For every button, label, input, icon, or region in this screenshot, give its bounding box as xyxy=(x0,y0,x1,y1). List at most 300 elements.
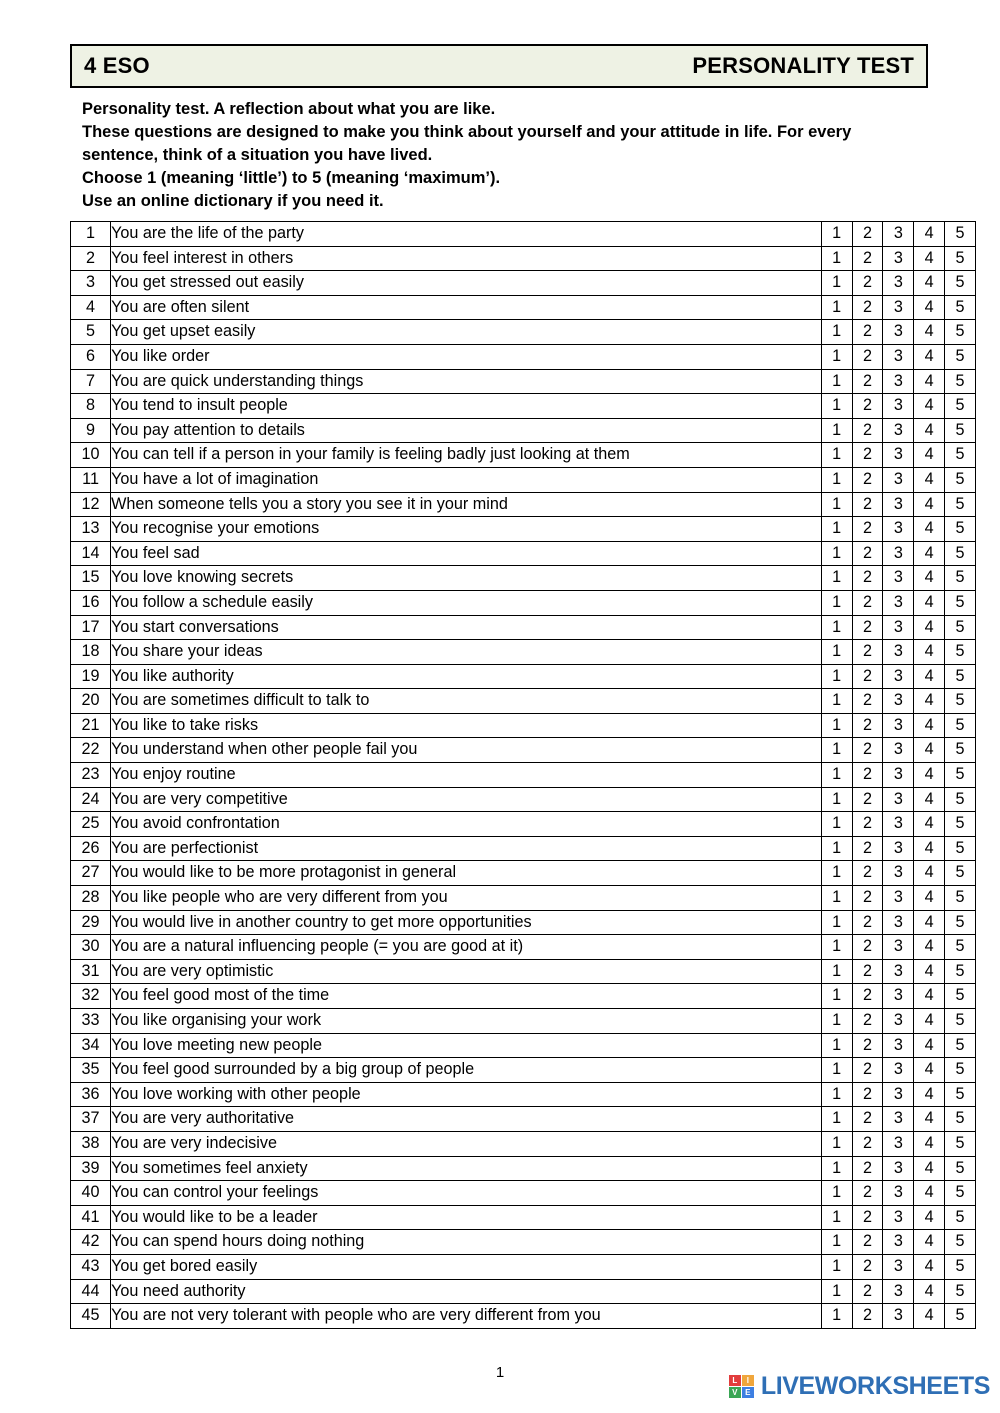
rating-option-1[interactable]: 1 xyxy=(821,1009,852,1034)
question-number: 11 xyxy=(71,467,111,492)
rating-option-3[interactable]: 3 xyxy=(883,492,914,517)
rating-option-3[interactable]: 3 xyxy=(883,566,914,591)
rating-option-3[interactable]: 3 xyxy=(883,517,914,542)
rating-option-3[interactable]: 3 xyxy=(883,320,914,345)
rating-option-5[interactable]: 5 xyxy=(945,246,976,271)
rating-option-5[interactable]: 5 xyxy=(945,959,976,984)
question-text: You follow a schedule easily xyxy=(111,590,822,615)
question-number: 18 xyxy=(71,640,111,665)
table-row xyxy=(71,418,976,443)
rating-option-5[interactable]: 5 xyxy=(945,443,976,468)
question-number: 26 xyxy=(71,836,111,861)
rating-option-5[interactable]: 5 xyxy=(945,812,976,837)
rating-option-3[interactable]: 3 xyxy=(883,222,914,247)
rating-option-2[interactable]: 2 xyxy=(852,320,883,345)
rating-option-4[interactable]: 4 xyxy=(914,812,945,837)
rating-option-2[interactable]: 2 xyxy=(852,910,883,935)
rating-option-1[interactable]: 1 xyxy=(821,541,852,566)
rating-option-5[interactable]: 5 xyxy=(945,1082,976,1107)
question-text: You pay attention to details xyxy=(111,418,822,443)
question-number: 28 xyxy=(71,886,111,911)
question-text: You are very optimistic xyxy=(111,959,822,984)
rating-option-5[interactable]: 5 xyxy=(945,1205,976,1230)
rating-option-5[interactable]: 5 xyxy=(945,763,976,788)
rating-option-2[interactable]: 2 xyxy=(852,541,883,566)
rating-option-1[interactable]: 1 xyxy=(821,1254,852,1279)
rating-option-3[interactable]: 3 xyxy=(883,1181,914,1206)
rating-option-5[interactable]: 5 xyxy=(945,1254,976,1279)
rating-option-2[interactable]: 2 xyxy=(852,418,883,443)
question-text: You sometimes feel anxiety xyxy=(111,1156,822,1181)
rating-option-4[interactable]: 4 xyxy=(914,320,945,345)
rating-option-5[interactable]: 5 xyxy=(945,615,976,640)
rating-option-2[interactable]: 2 xyxy=(852,1181,883,1206)
rating-option-1[interactable]: 1 xyxy=(821,910,852,935)
rating-option-3[interactable]: 3 xyxy=(883,1107,914,1132)
question-text: You start conversations xyxy=(111,615,822,640)
table-row xyxy=(71,1254,976,1279)
rating-option-2[interactable]: 2 xyxy=(852,886,883,911)
rating-option-1[interactable]: 1 xyxy=(821,763,852,788)
rating-option-3[interactable]: 3 xyxy=(883,1033,914,1058)
rating-option-3[interactable]: 3 xyxy=(883,1058,914,1083)
rating-option-1[interactable]: 1 xyxy=(821,1304,852,1329)
rating-option-1[interactable]: 1 xyxy=(821,640,852,665)
rating-option-2[interactable]: 2 xyxy=(852,689,883,714)
rating-option-2[interactable]: 2 xyxy=(852,394,883,419)
rating-option-2[interactable]: 2 xyxy=(852,443,883,468)
rating-option-4[interactable]: 4 xyxy=(914,344,945,369)
rating-option-1[interactable]: 1 xyxy=(821,738,852,763)
rating-option-1[interactable]: 1 xyxy=(821,295,852,320)
rating-option-1[interactable]: 1 xyxy=(821,566,852,591)
rating-option-1[interactable]: 1 xyxy=(821,467,852,492)
rating-option-5[interactable]: 5 xyxy=(945,836,976,861)
rating-option-3[interactable]: 3 xyxy=(883,1009,914,1034)
rating-option-4[interactable]: 4 xyxy=(914,1254,945,1279)
table-row xyxy=(71,590,976,615)
rating-option-2[interactable]: 2 xyxy=(852,812,883,837)
question-text: You get bored easily xyxy=(111,1254,822,1279)
rating-option-4[interactable]: 4 xyxy=(914,935,945,960)
rating-option-2[interactable]: 2 xyxy=(852,517,883,542)
table-row xyxy=(71,492,976,517)
rating-option-1[interactable]: 1 xyxy=(821,984,852,1009)
rating-option-2[interactable]: 2 xyxy=(852,713,883,738)
question-text: You get upset easily xyxy=(111,320,822,345)
rating-option-4[interactable]: 4 xyxy=(914,959,945,984)
rating-option-5[interactable]: 5 xyxy=(945,566,976,591)
rating-option-2[interactable]: 2 xyxy=(852,492,883,517)
rating-option-2[interactable]: 2 xyxy=(852,1156,883,1181)
rating-option-2[interactable]: 2 xyxy=(852,566,883,591)
rating-option-4[interactable]: 4 xyxy=(914,246,945,271)
rating-option-2[interactable]: 2 xyxy=(852,222,883,247)
question-text: You share your ideas xyxy=(111,640,822,665)
table-row xyxy=(71,295,976,320)
question-text: You are often silent xyxy=(111,295,822,320)
rating-option-4[interactable]: 4 xyxy=(914,910,945,935)
question-text: You are sometimes difficult to talk to xyxy=(111,689,822,714)
table-row xyxy=(71,541,976,566)
rating-option-5[interactable]: 5 xyxy=(945,787,976,812)
rating-option-2[interactable]: 2 xyxy=(852,1254,883,1279)
rating-option-3[interactable]: 3 xyxy=(883,541,914,566)
table-row xyxy=(71,222,976,247)
rating-option-5[interactable]: 5 xyxy=(945,295,976,320)
rating-option-1[interactable]: 1 xyxy=(821,615,852,640)
rating-option-3[interactable]: 3 xyxy=(883,812,914,837)
rating-option-2[interactable]: 2 xyxy=(852,1131,883,1156)
rating-option-1[interactable]: 1 xyxy=(821,1058,852,1083)
rating-option-1[interactable]: 1 xyxy=(821,517,852,542)
table-row xyxy=(71,320,976,345)
rating-option-4[interactable]: 4 xyxy=(914,1304,945,1329)
rating-option-4[interactable]: 4 xyxy=(914,1156,945,1181)
rating-option-1[interactable]: 1 xyxy=(821,664,852,689)
rating-option-4[interactable]: 4 xyxy=(914,1131,945,1156)
rating-option-3[interactable]: 3 xyxy=(883,738,914,763)
table-row xyxy=(71,246,976,271)
question-number: 40 xyxy=(71,1181,111,1206)
rating-option-3[interactable]: 3 xyxy=(883,443,914,468)
rating-option-5[interactable]: 5 xyxy=(945,492,976,517)
table-row xyxy=(71,1156,976,1181)
rating-option-2[interactable]: 2 xyxy=(852,935,883,960)
rating-option-4[interactable]: 4 xyxy=(914,886,945,911)
rating-option-2[interactable]: 2 xyxy=(852,640,883,665)
rating-option-3[interactable]: 3 xyxy=(883,271,914,296)
rating-option-4[interactable]: 4 xyxy=(914,492,945,517)
rating-option-1[interactable]: 1 xyxy=(821,246,852,271)
rating-option-1[interactable]: 1 xyxy=(821,689,852,714)
question-text: You feel interest in others xyxy=(111,246,822,271)
rating-option-5[interactable]: 5 xyxy=(945,1181,976,1206)
rating-option-5[interactable]: 5 xyxy=(945,271,976,296)
rating-option-3[interactable]: 3 xyxy=(883,246,914,271)
rating-option-4[interactable]: 4 xyxy=(914,394,945,419)
rating-option-3[interactable]: 3 xyxy=(883,959,914,984)
rating-option-1[interactable]: 1 xyxy=(821,271,852,296)
question-text: You are very authoritative xyxy=(111,1107,822,1132)
rating-option-5[interactable]: 5 xyxy=(945,1058,976,1083)
rating-option-2[interactable]: 2 xyxy=(852,787,883,812)
question-number: 19 xyxy=(71,664,111,689)
rating-option-1[interactable]: 1 xyxy=(821,344,852,369)
table-row xyxy=(71,959,976,984)
rating-option-2[interactable]: 2 xyxy=(852,1058,883,1083)
rating-option-5[interactable]: 5 xyxy=(945,1230,976,1255)
rating-option-2[interactable]: 2 xyxy=(852,861,883,886)
rating-option-5[interactable]: 5 xyxy=(945,935,976,960)
rating-option-1[interactable]: 1 xyxy=(821,369,852,394)
question-number: 10 xyxy=(71,443,111,468)
rating-option-5[interactable]: 5 xyxy=(945,713,976,738)
question-number: 25 xyxy=(71,812,111,837)
rating-option-1[interactable]: 1 xyxy=(821,1156,852,1181)
rating-option-2[interactable]: 2 xyxy=(852,738,883,763)
rating-option-4[interactable]: 4 xyxy=(914,640,945,665)
rating-option-4[interactable]: 4 xyxy=(914,1082,945,1107)
rating-option-3[interactable]: 3 xyxy=(883,787,914,812)
rating-option-1[interactable]: 1 xyxy=(821,394,852,419)
rating-option-4[interactable]: 4 xyxy=(914,271,945,296)
rating-option-4[interactable]: 4 xyxy=(914,467,945,492)
rating-option-5[interactable]: 5 xyxy=(945,689,976,714)
rating-option-4[interactable]: 4 xyxy=(914,517,945,542)
rating-option-2[interactable]: 2 xyxy=(852,615,883,640)
rating-option-1[interactable]: 1 xyxy=(821,959,852,984)
rating-option-5[interactable]: 5 xyxy=(945,369,976,394)
logo-letter-i: I xyxy=(742,1375,754,1386)
rating-option-2[interactable]: 2 xyxy=(852,1230,883,1255)
rating-option-2[interactable]: 2 xyxy=(852,1033,883,1058)
rating-option-2[interactable]: 2 xyxy=(852,763,883,788)
rating-option-1[interactable]: 1 xyxy=(821,1033,852,1058)
rating-option-2[interactable]: 2 xyxy=(852,590,883,615)
rating-option-5[interactable]: 5 xyxy=(945,861,976,886)
rating-option-1[interactable]: 1 xyxy=(821,492,852,517)
table-row xyxy=(71,443,976,468)
rating-option-4[interactable]: 4 xyxy=(914,763,945,788)
rating-option-3[interactable]: 3 xyxy=(883,910,914,935)
rating-option-3[interactable]: 3 xyxy=(883,1205,914,1230)
rating-option-1[interactable]: 1 xyxy=(821,443,852,468)
rating-option-3[interactable]: 3 xyxy=(883,861,914,886)
rating-option-1[interactable]: 1 xyxy=(821,886,852,911)
rating-option-4[interactable]: 4 xyxy=(914,787,945,812)
logo-letter-l: L xyxy=(729,1375,741,1386)
question-number: 44 xyxy=(71,1279,111,1304)
table-row xyxy=(71,566,976,591)
rating-option-4[interactable]: 4 xyxy=(914,836,945,861)
rating-option-5[interactable]: 5 xyxy=(945,664,976,689)
question-number: 30 xyxy=(71,935,111,960)
rating-option-4[interactable]: 4 xyxy=(914,615,945,640)
rating-option-3[interactable]: 3 xyxy=(883,1279,914,1304)
rating-option-3[interactable]: 3 xyxy=(883,763,914,788)
question-text: You have a lot of imagination xyxy=(111,467,822,492)
table-row xyxy=(71,1033,976,1058)
rating-option-5[interactable]: 5 xyxy=(945,590,976,615)
rating-option-2[interactable]: 2 xyxy=(852,246,883,271)
rating-option-2[interactable]: 2 xyxy=(852,344,883,369)
question-text: You love working with other people xyxy=(111,1082,822,1107)
rating-option-5[interactable]: 5 xyxy=(945,1156,976,1181)
rating-option-5[interactable]: 5 xyxy=(945,1304,976,1329)
rating-option-4[interactable]: 4 xyxy=(914,1230,945,1255)
rating-option-4[interactable]: 4 xyxy=(914,1205,945,1230)
rating-option-5[interactable]: 5 xyxy=(945,1131,976,1156)
question-text: You enjoy routine xyxy=(111,763,822,788)
question-text: You tend to insult people xyxy=(111,394,822,419)
rating-option-4[interactable]: 4 xyxy=(914,418,945,443)
rating-option-2[interactable]: 2 xyxy=(852,984,883,1009)
table-row xyxy=(71,910,976,935)
table-row xyxy=(71,1304,976,1329)
question-text: You love knowing secrets xyxy=(111,566,822,591)
rating-option-3[interactable]: 3 xyxy=(883,295,914,320)
rating-option-5[interactable]: 5 xyxy=(945,1279,976,1304)
rating-option-4[interactable]: 4 xyxy=(914,1181,945,1206)
rating-option-3[interactable]: 3 xyxy=(883,689,914,714)
rating-option-3[interactable]: 3 xyxy=(883,1230,914,1255)
rating-option-3[interactable]: 3 xyxy=(883,1131,914,1156)
rating-option-3[interactable]: 3 xyxy=(883,713,914,738)
rating-option-2[interactable]: 2 xyxy=(852,1107,883,1132)
rating-option-2[interactable]: 2 xyxy=(852,664,883,689)
rating-option-5[interactable]: 5 xyxy=(945,418,976,443)
rating-option-1[interactable]: 1 xyxy=(821,1230,852,1255)
question-number: 5 xyxy=(71,320,111,345)
question-text: You like order xyxy=(111,344,822,369)
table-row xyxy=(71,836,976,861)
rating-option-2[interactable]: 2 xyxy=(852,295,883,320)
rating-option-1[interactable]: 1 xyxy=(821,935,852,960)
rating-option-5[interactable]: 5 xyxy=(945,984,976,1009)
rating-option-4[interactable]: 4 xyxy=(914,222,945,247)
question-number: 22 xyxy=(71,738,111,763)
question-number: 4 xyxy=(71,295,111,320)
rating-option-5[interactable]: 5 xyxy=(945,640,976,665)
rating-option-1[interactable]: 1 xyxy=(821,713,852,738)
rating-option-3[interactable]: 3 xyxy=(883,1304,914,1329)
rating-option-4[interactable]: 4 xyxy=(914,713,945,738)
rating-option-1[interactable]: 1 xyxy=(821,1107,852,1132)
rating-option-3[interactable]: 3 xyxy=(883,1082,914,1107)
rating-option-4[interactable]: 4 xyxy=(914,1279,945,1304)
rating-option-4[interactable]: 4 xyxy=(914,984,945,1009)
question-text: You are a natural influencing people (= you are good at it) xyxy=(111,935,822,960)
rating-option-2[interactable]: 2 xyxy=(852,1279,883,1304)
rating-option-1[interactable]: 1 xyxy=(821,1131,852,1156)
rating-option-4[interactable]: 4 xyxy=(914,369,945,394)
rating-option-4[interactable]: 4 xyxy=(914,1033,945,1058)
rating-option-4[interactable]: 4 xyxy=(914,738,945,763)
rating-option-1[interactable]: 1 xyxy=(821,418,852,443)
rating-option-4[interactable]: 4 xyxy=(914,541,945,566)
rating-option-3[interactable]: 3 xyxy=(883,394,914,419)
rating-option-3[interactable]: 3 xyxy=(883,369,914,394)
rating-option-5[interactable]: 5 xyxy=(945,541,976,566)
table-row xyxy=(71,763,976,788)
rating-option-4[interactable]: 4 xyxy=(914,1009,945,1034)
rating-option-5[interactable]: 5 xyxy=(945,886,976,911)
table-row xyxy=(71,271,976,296)
rating-option-3[interactable]: 3 xyxy=(883,590,914,615)
question-text: You understand when other people fail you xyxy=(111,738,822,763)
rating-option-3[interactable]: 3 xyxy=(883,1156,914,1181)
rating-option-5[interactable]: 5 xyxy=(945,1107,976,1132)
rating-option-1[interactable]: 1 xyxy=(821,320,852,345)
rating-option-4[interactable]: 4 xyxy=(914,443,945,468)
question-number: 37 xyxy=(71,1107,111,1132)
question-number: 39 xyxy=(71,1156,111,1181)
rating-option-4[interactable]: 4 xyxy=(914,689,945,714)
rating-option-4[interactable]: 4 xyxy=(914,590,945,615)
rating-option-1[interactable]: 1 xyxy=(821,812,852,837)
rating-option-5[interactable]: 5 xyxy=(945,1009,976,1034)
table-row xyxy=(71,1279,976,1304)
rating-option-4[interactable]: 4 xyxy=(914,566,945,591)
rating-option-2[interactable]: 2 xyxy=(852,836,883,861)
header-title: PERSONALITY TEST xyxy=(692,53,914,78)
rating-option-1[interactable]: 1 xyxy=(821,1181,852,1206)
instructions-line-1: Personality test. A reflection about what you are like. xyxy=(82,100,496,118)
rating-option-2[interactable]: 2 xyxy=(852,959,883,984)
rating-option-5[interactable]: 5 xyxy=(945,467,976,492)
rating-option-4[interactable]: 4 xyxy=(914,664,945,689)
rating-option-2[interactable]: 2 xyxy=(852,369,883,394)
rating-option-2[interactable]: 2 xyxy=(852,1009,883,1034)
rating-option-3[interactable]: 3 xyxy=(883,344,914,369)
rating-option-4[interactable]: 4 xyxy=(914,1058,945,1083)
rating-option-2[interactable]: 2 xyxy=(852,467,883,492)
rating-option-5[interactable]: 5 xyxy=(945,910,976,935)
rating-option-2[interactable]: 2 xyxy=(852,1304,883,1329)
rating-option-4[interactable]: 4 xyxy=(914,295,945,320)
table-row xyxy=(71,344,976,369)
rating-option-3[interactable]: 3 xyxy=(883,615,914,640)
rating-option-1[interactable]: 1 xyxy=(821,1082,852,1107)
rating-option-3[interactable]: 3 xyxy=(883,935,914,960)
rating-option-5[interactable]: 5 xyxy=(945,738,976,763)
rating-option-3[interactable]: 3 xyxy=(883,664,914,689)
rating-option-2[interactable]: 2 xyxy=(852,1205,883,1230)
rating-option-4[interactable]: 4 xyxy=(914,1107,945,1132)
table-row xyxy=(71,1181,976,1206)
rating-option-5[interactable]: 5 xyxy=(945,394,976,419)
rating-option-5[interactable]: 5 xyxy=(945,1033,976,1058)
page-number: 1 xyxy=(495,1364,505,1381)
table-row xyxy=(71,1131,976,1156)
rating-option-1[interactable]: 1 xyxy=(821,590,852,615)
question-text: You can spend hours doing nothing xyxy=(111,1230,822,1255)
rating-option-5[interactable]: 5 xyxy=(945,344,976,369)
question-number: 20 xyxy=(71,689,111,714)
rating-option-5[interactable]: 5 xyxy=(945,320,976,345)
rating-option-2[interactable]: 2 xyxy=(852,1082,883,1107)
rating-option-1[interactable]: 1 xyxy=(821,1205,852,1230)
question-text: You would like to be more protagonist in general xyxy=(111,861,822,886)
question-text: You are very indecisive xyxy=(111,1131,822,1156)
question-number: 29 xyxy=(71,910,111,935)
rating-option-1[interactable]: 1 xyxy=(821,222,852,247)
rating-option-3[interactable]: 3 xyxy=(883,467,914,492)
question-text: You can tell if a person in your family is feeling badly just looking at them xyxy=(111,443,822,468)
rating-option-4[interactable]: 4 xyxy=(914,861,945,886)
question-number: 13 xyxy=(71,517,111,542)
rating-option-1[interactable]: 1 xyxy=(821,836,852,861)
rating-option-1[interactable]: 1 xyxy=(821,1279,852,1304)
rating-option-5[interactable]: 5 xyxy=(945,222,976,247)
question-number: 41 xyxy=(71,1205,111,1230)
rating-option-3[interactable]: 3 xyxy=(883,886,914,911)
rating-option-2[interactable]: 2 xyxy=(852,271,883,296)
rating-option-5[interactable]: 5 xyxy=(945,517,976,542)
rating-option-3[interactable]: 3 xyxy=(883,1254,914,1279)
table-row xyxy=(71,369,976,394)
rating-option-3[interactable]: 3 xyxy=(883,418,914,443)
rating-option-3[interactable]: 3 xyxy=(883,836,914,861)
rating-option-3[interactable]: 3 xyxy=(883,640,914,665)
question-number: 1 xyxy=(71,222,111,247)
rating-option-3[interactable]: 3 xyxy=(883,984,914,1009)
question-text: You can control your feelings xyxy=(111,1181,822,1206)
rating-option-1[interactable]: 1 xyxy=(821,787,852,812)
rating-option-1[interactable]: 1 xyxy=(821,861,852,886)
liveworksheets-logo-icon xyxy=(728,1374,755,1399)
